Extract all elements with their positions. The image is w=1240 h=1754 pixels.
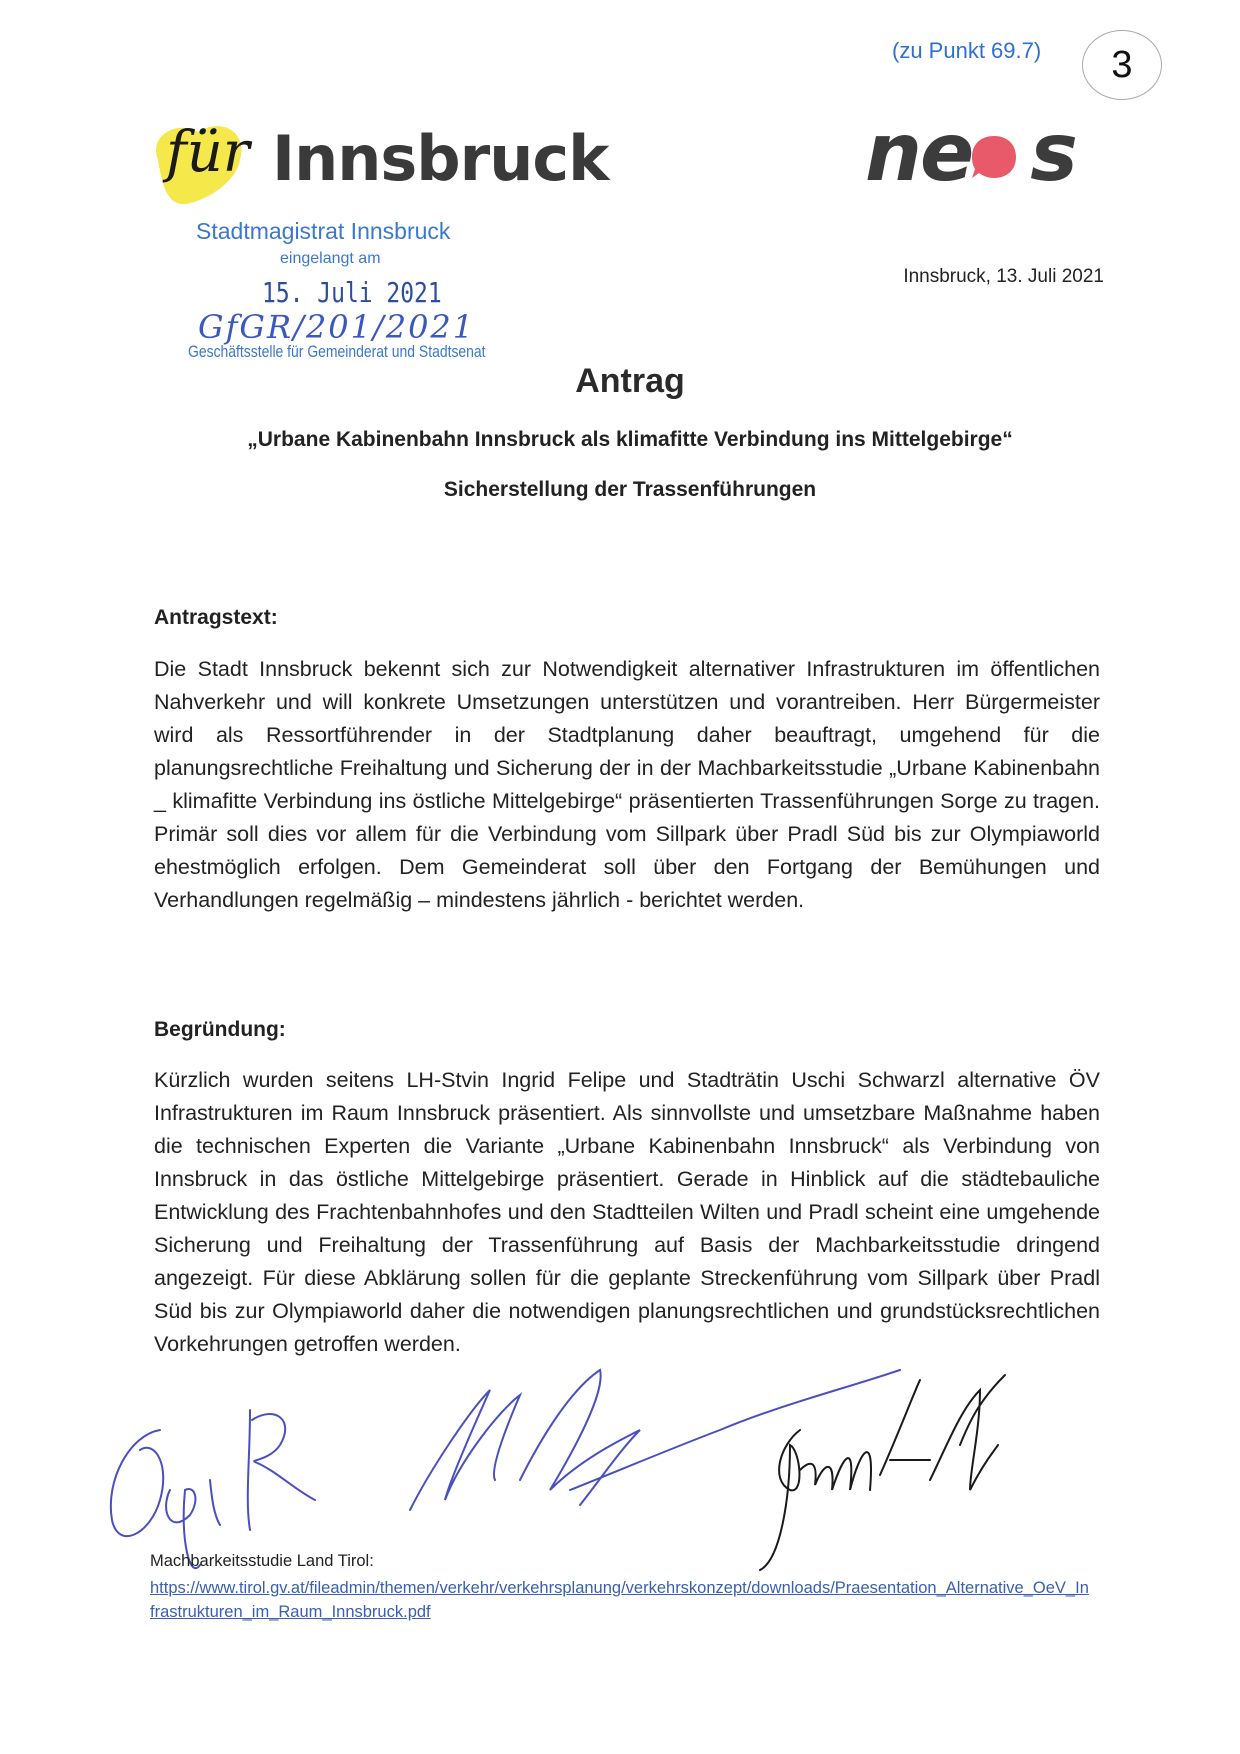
neos-text-start: ne [865, 106, 973, 199]
agenda-reference: (zu Punkt 69.7) [892, 38, 1042, 63]
receipt-stamp [180, 212, 500, 372]
logo-word-innsbruck: Innsbruck [272, 122, 609, 195]
stamp-file-number: GfGR/201/2021 [198, 308, 476, 346]
stamp-department: Geschäftsstelle für Gemeinderat und Stadtsenat [188, 342, 486, 361]
document-title: Antrag [575, 362, 685, 400]
stamp-office: Stadtmagistrat Innsbruck [196, 218, 451, 244]
logo-word-fuer: für [166, 120, 250, 185]
neos-text-end: s [1030, 106, 1076, 199]
motion-subtitle: Sicherstellung der Trassenführungen [443, 478, 817, 501]
stamp-received-label: eingelangt am [280, 250, 381, 267]
stamp-date: 15. Juli 2021 [262, 276, 442, 309]
footnote-label: Machbarkeitsstudie Land Tirol: [150, 1552, 374, 1570]
neos-logo [865, 106, 1105, 202]
fuer-innsbruck-logo [148, 112, 609, 212]
begruendung-heading: Begründung: [154, 1018, 286, 1041]
begruendung-body: Kürzlich wurden seitens LH-Stvin Ingrid Felipe und Stadträtin Uschi Schwarzl alternative ÖV Infrastrukturen im Raum Innsbruck präsentiert. Als sinnvollste und umsetzbare Maßnahme haben die technischen Experten die Variante „Urbane Kabinenbahn Innsbruck“ als Verbindung von Innsbruck in das östliche Mittelgebirge präsentiert. Gerade in Hinblick auf die städtebauliche Entwicklung des Frachtenbahnhofes und den Stadtteilen Wilten und Pradl scheint eine umgehende Sicherung und Freihaltung der Trassenführung auf Basis der Machbarkeitsstudie dringend angezeigt. Für diese Abklärung sollen für die geplante Streckenführung vom Sillpark über Pradl Süd bis zur Olympiaworld daher die notwendigen planungsrechtlichen und grundstücksrechtlichen Vorkehrungen getroffen werden. [154, 1068, 1100, 1356]
speech-bubble-icon [968, 132, 1020, 184]
document-date: Innsbruck, 13. Juli 2021 [903, 266, 1104, 287]
study-link[interactable]: https://www.tirol.gv.at/fileadmin/themen/verkehr/verkehrsplanung/verkehrskonzept/downloads/Praesentation_Alternative_OeV_Infrastrukturen_im_Raum_Innsbruck.pdf [150, 1579, 1089, 1621]
antragstext-body: Die Stadt Innsbruck bekennt sich zur Notwendigkeit alternativer Infrastrukturen im öffentlichen Nahverkehr und will konkrete Umsetzungen unterstützen und vorantreiben. Herr Bürgermeister wird als Ressortführender in der Stadtplanung daher beauftragt, umgehend für die planungsrechtliche Freihaltung und Sicherung der in der Machbarkeitsstudie „Urbane Kabinenbahn _ klimafitte Verbindung ins östliche Mittelgebirge“ präsentierten Trassenführungen Sorge zu tragen. Primär soll dies vor allem für die Verbindung vom Sillpark über Pradl Süd bis zur Olympiaworld ehestmöglich erfolgen. Dem Gemeinderat soll über den Fortgang der Bemühungen und Verhandlungen regelmäßig – mindestens jährlich - berichtet werden. [154, 657, 1100, 912]
motion-subject: „Urbane Kabinenbahn Innsbruck als klimafitte Verbindung ins Mittelgebirge“ [247, 428, 1013, 451]
signatures [100, 1350, 1150, 1580]
page-number-circle: 3 [1082, 30, 1162, 100]
antragstext-heading: Antragstext: [154, 606, 278, 629]
